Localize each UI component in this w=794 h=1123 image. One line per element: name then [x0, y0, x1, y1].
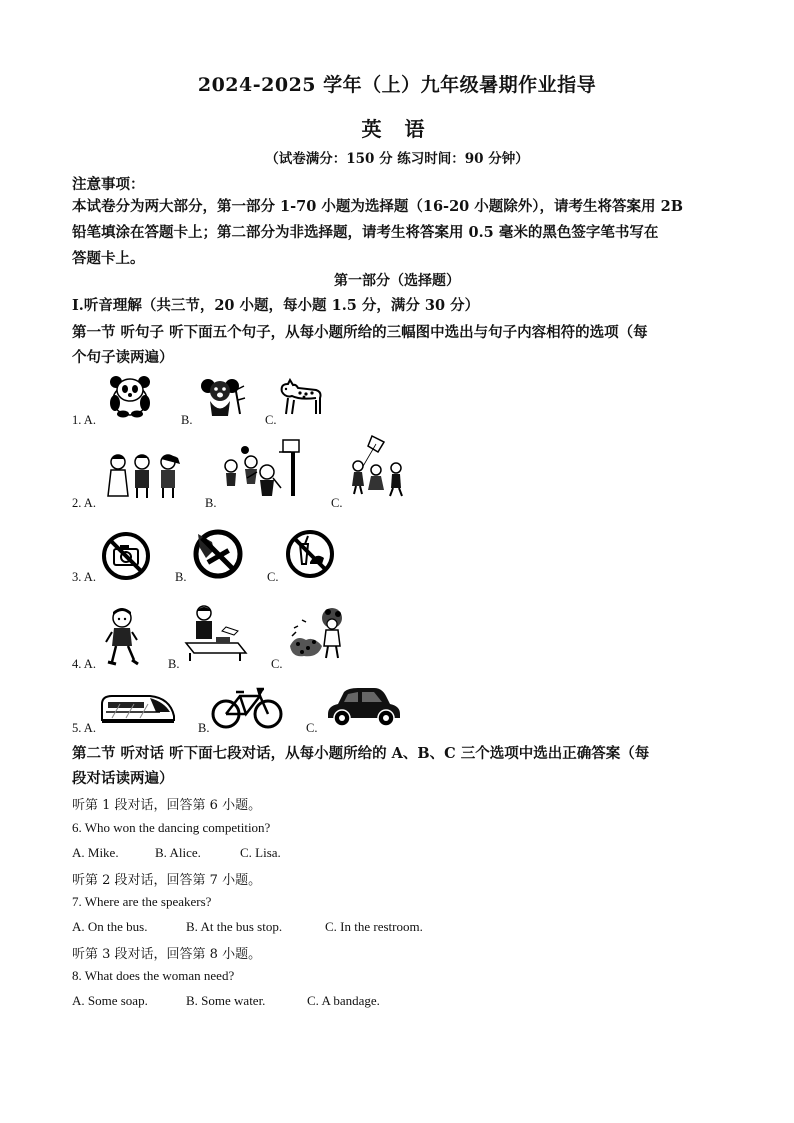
no-photos-sign-picture [100, 530, 152, 582]
question-7: 7. Where are the speakers? [72, 894, 212, 909]
instruction-line: 第二节 听对话 听下面七段对话，从每小题所给的 A、B、C 三个选项中选出正确答案（每 [72, 745, 650, 762]
notice-body [72, 194, 722, 272]
instruction-line: 段对话读两遍） [72, 770, 174, 787]
children-playing-basketball-picture [217, 438, 307, 500]
section-listening-heading: I.听音理解（共三节，20 小题，每小题 1.5 分，满分 30 分） [72, 297, 480, 314]
section2-instructions [72, 741, 722, 791]
notice-heading: 注意事项： [72, 176, 145, 193]
exam-title: 2024-2025 学年（上）九年级暑期作业指导 [197, 74, 597, 96]
instruction-line: 个句子读两遍） [72, 349, 174, 366]
q4-option-c-label: C. [271, 657, 283, 671]
no-smoking-sign-picture [192, 528, 244, 580]
q7-option-c: C. In the restroom. [325, 919, 423, 934]
children-flying-kite-picture [346, 432, 412, 498]
girl-walking-picture [104, 606, 140, 668]
q2-option-a-label: 2. A. [72, 496, 96, 510]
q3-option-a-label: 3. A. [72, 570, 96, 584]
question-8: 8. What does the woman need? [72, 968, 235, 983]
no-food-drink-sign-picture [284, 528, 336, 580]
notice-line: 答题卡上。 [72, 250, 145, 267]
q8-option-b: B. Some water. [186, 993, 266, 1008]
q5-option-b-label: B. [198, 721, 210, 735]
q5-option-a-label: 5. A. [72, 721, 96, 735]
question-6: 6. Who won the dancing competition? [72, 820, 271, 835]
q4-option-a-label: 4. A. [72, 657, 96, 671]
q2-option-c-label: C. [331, 496, 343, 510]
q4-option-b-label: B. [168, 657, 180, 671]
girl-in-leaves-picture [288, 606, 350, 662]
q6-option-c: C. Lisa. [240, 845, 281, 860]
dialogue-intro: 听第 2 段对话，回答第 7 小题。 [72, 873, 262, 888]
q6-option-b: B. Alice. [155, 845, 201, 860]
leopard-picture [276, 378, 324, 418]
koala-picture [198, 376, 246, 418]
high-speed-train-picture [100, 692, 176, 726]
car-picture [324, 684, 402, 730]
q8-option-c: C. A bandage. [307, 993, 380, 1008]
person-at-desk-picture [182, 603, 248, 663]
q5-option-c-label: C. [306, 721, 318, 735]
q1-option-a-label: 1. A. [72, 413, 96, 427]
q7-option-a: A. On the bus. [72, 919, 148, 934]
q8-option-a: A. Some soap. [72, 993, 148, 1008]
section1-instructions [72, 320, 722, 370]
dialogue-intro: 听第 1 段对话，回答第 6 小题。 [72, 798, 262, 813]
children-talking-picture [104, 450, 186, 500]
q1-option-b-label: B. [181, 413, 193, 427]
notice-line: 铅笔填涂在答题卡上；第二部分为非选择题，请考生将答案用 0.5 毫米的黑色签字笔书写在 [72, 224, 659, 241]
score-line: （试卷满分：150 分 练习时间：90 分钟） [265, 151, 529, 167]
q3-option-b-label: B. [175, 570, 187, 584]
q3-option-c-label: C. [267, 570, 279, 584]
q2-option-b-label: B. [205, 496, 217, 510]
q7-option-b: B. At the bus stop. [186, 919, 283, 934]
part-title: 第一部分（选择题） [334, 273, 460, 289]
dialogue-intro: 听第 3 段对话，回答第 8 小题。 [72, 947, 262, 962]
panda-picture [104, 372, 156, 418]
bicycle-picture [210, 686, 284, 730]
instruction-line: 第一节 听句子 听下面五个句子，从每小题所给的三幅图中选出与句子内容相符的选项（每 [72, 324, 648, 341]
subject-title: 英 语 [361, 117, 433, 141]
notice-line: 本试卷分为两大部分，第一部分 1-70 小题为选择题（16-20 小题除外），请考生将答案用 2B [72, 198, 683, 215]
q6-option-a: A. Mike. [72, 845, 119, 860]
q1-option-c-label: C. [265, 413, 277, 427]
